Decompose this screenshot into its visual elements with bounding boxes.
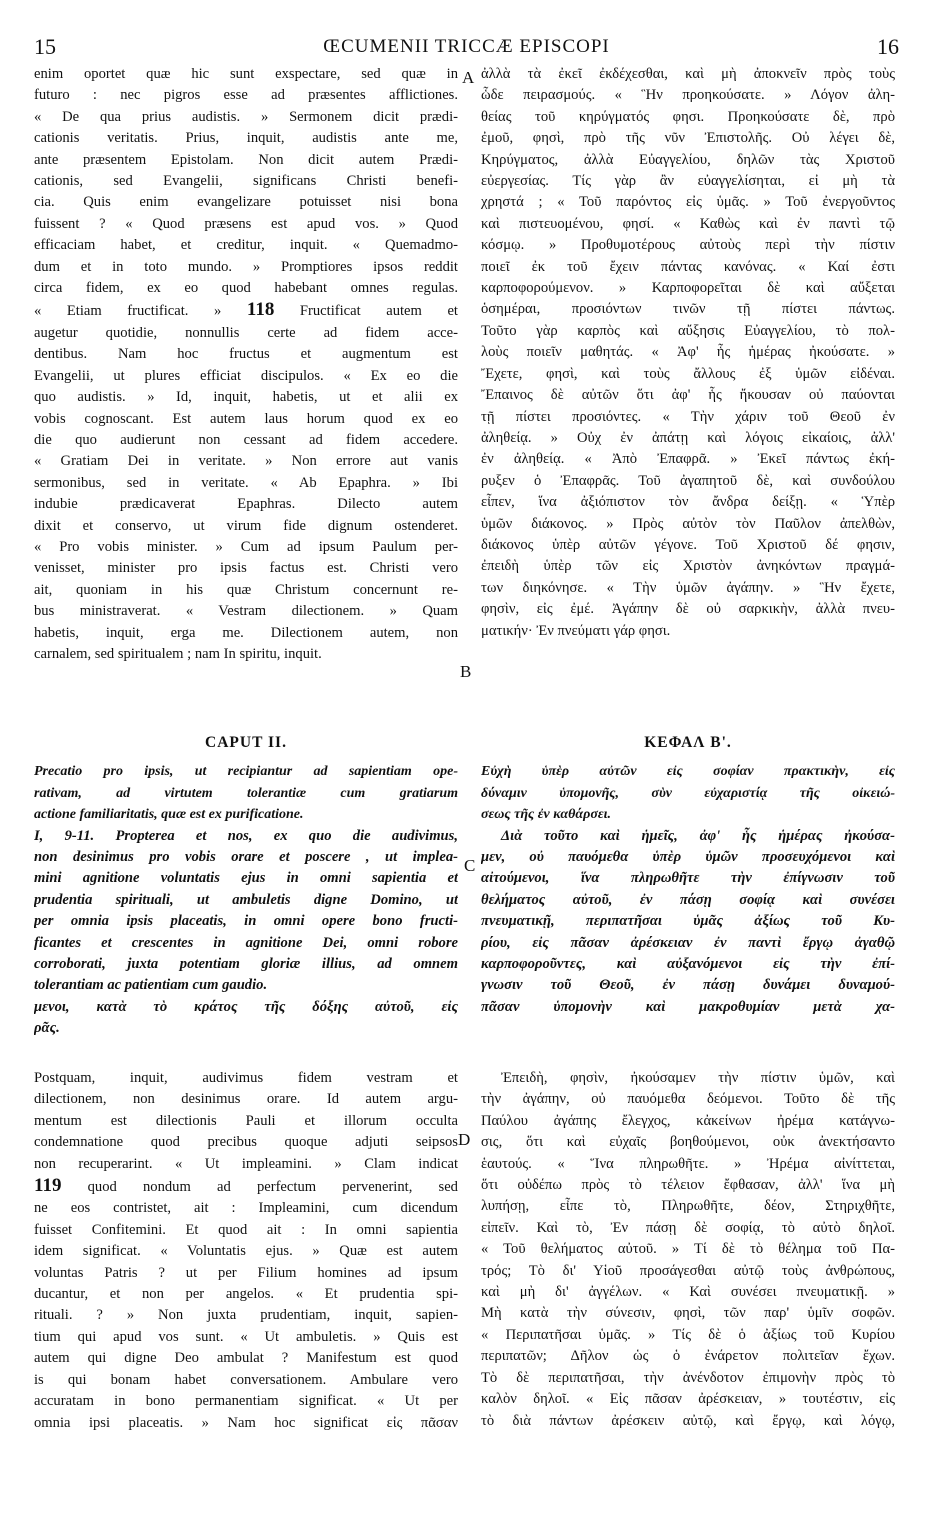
text-line: fuissent ? « Quod præsens est apud vos. » Quod bbox=[34, 215, 458, 232]
text-line: tium qui apud vos sunt. « Ut ambuletis. » Quis est bbox=[34, 1328, 458, 1345]
text-line: Μὴ κατὰ τὴν σύνεσιν, φησὶ, τῶν παρ' ὑμῖν σοφῶν. bbox=[481, 1305, 895, 1322]
text-line: θελήματος αὐτοῦ, ἐν πάσῃ σοφίᾳ καὶ συνέσει bbox=[481, 891, 895, 908]
text-line: ne eos contristet, ait : Impleamini, cum dicendum bbox=[34, 1200, 458, 1217]
text-line: condemnatione quod precibus quoque adjuti seipsos bbox=[34, 1134, 458, 1151]
text-line: dentibus. Nam hoc fructus et augmentum est bbox=[34, 346, 458, 363]
column-number-118: 118 bbox=[246, 299, 275, 321]
text-line: dixit et conservo, ut virum fide dignum ostenderet. bbox=[34, 517, 458, 534]
text-line: « De qua prius audistis. » Sermonem dicit prædi- bbox=[34, 108, 458, 125]
text-line: efficaciam habet, et creditur, inquit. « Quemadmo- bbox=[34, 237, 458, 254]
text-line: is qui bonam habet conversationem. Ambulare vero bbox=[34, 1371, 458, 1388]
latin-column bbox=[34, 64, 458, 665]
text-line: ἐν ἀληθείᾳ. « Ἀπὸ Ἐπαφρᾶ. » Ἐκεῖ πάντως ἐκή- bbox=[481, 451, 895, 468]
text-line: rativam, ad virtutem tolerantiæ cum gratiarum bbox=[34, 785, 458, 801]
text-line: mentum est dilectionis Pauli et illorum occulta bbox=[34, 1112, 458, 1129]
text-line: ρίου, εἰς πᾶσαν ἀρέσκειαν ἐν παντὶ ἔργῳ ἀγαθῷ bbox=[481, 934, 895, 951]
text-line: Κηρύγματος, ἀλλὰ Εὐαγγελίου, δηλῶν τὰς Χριστοῦ bbox=[481, 151, 895, 168]
latin-chapter-section bbox=[34, 732, 458, 1040]
text-line: « Pro vobis minister. » Cum ad ipsum Paulum per- bbox=[34, 538, 458, 555]
text-line: accuratam in bono permanentiam significat. « Ut per bbox=[34, 1393, 458, 1410]
text-line: Evangelii, ut plures efficiat discipulos. « Ex eo die bbox=[34, 367, 458, 384]
text-line: idem significat. « Voluntatis ejus. » Quæ est autem bbox=[34, 1243, 458, 1260]
greek-commentary-block-1 bbox=[481, 64, 895, 642]
text-line: τρός; Τὸ δι' Υἱοῦ προσάγεσθαι αὐτῷ τοὺς ἀνθρώπους, bbox=[481, 1262, 895, 1279]
text-fragment: quod nondum ad perfectum pervenerint, sed bbox=[87, 1179, 458, 1196]
text-line: ait, quoniam in his quæ Christum concernunt re- bbox=[34, 581, 458, 598]
text-line: Precatio pro ipsis, ut recipiantur ad sapientiam ope- bbox=[34, 764, 458, 780]
text-line: γνωσιν τοῦ Θεοῦ, ἐν πάσῃ δυνάμει δυναμού- bbox=[481, 977, 895, 994]
text-line: ἑαυτούς. « Ἵνα πληρωθῆτε. » Ἠρέμα αἰνίττεται, bbox=[481, 1155, 895, 1172]
text-line: Εὐχὴ ὑπὲρ αὐτῶν εἰς σοφίαν πρακτικὴν, εἰς bbox=[481, 764, 895, 780]
text-line: ὑμῶν διάκονος. » Πρὸς αὐτὸν τὸν Παῦλον ἀπελθὼν, bbox=[481, 515, 895, 532]
text-line: ὅτι οὐδέπω πρὸς τὸ τέλειον ἔφθασαν, ἀλλ' ἵνα μὴ bbox=[481, 1177, 895, 1194]
text-line: mini agnitione voluntatis ejus in omni sapientia et bbox=[34, 870, 458, 887]
text-line: Παύλου ἀγάπης ἔλεγχος, κἀκείνων ἠρέμα κατάγνω- bbox=[481, 1112, 895, 1129]
text-line: « Gratiam Dei in veritate. » Non errore aut vanis bbox=[34, 453, 458, 470]
text-line: ducantur, et non per angelos. « Et prudentia spi- bbox=[34, 1286, 458, 1303]
text-line: « Περιπατῆσαι ὑμᾶς. » Τίς δὲ ὁ ἀξίως τοῦ Κυρίου bbox=[481, 1326, 895, 1343]
text-line: ἀλλὰ τὰ ἐκεῖ ἐκδέχεσθαι, καὶ μὴ ἀποκνεῖν πρὸς τοὺς bbox=[481, 66, 895, 82]
text-line: πᾶσαν ὑπομονὴν καὶ μακροθυμίαν μετὰ χα- bbox=[481, 998, 895, 1015]
text-line: τὸ διὰ πάντων ἀρέσκειν αὐτῷ, καὶ ἔργῳ, καὶ λόγῳ, bbox=[481, 1412, 895, 1429]
text-line: Τοῦτο γὰρ καρπὸς καὶ αὔξησις Εὐαγγελίου, τὸ πολ- bbox=[481, 322, 895, 339]
text-line: Ἔπαινος δὲ αὐτῶν ὅτι ἀφ' ἧς ἤκουσαν οὐ παύονται bbox=[481, 387, 895, 404]
text-line: cationis, sed Evangelii, significans Christi benefi- bbox=[34, 173, 458, 190]
text-line: χρηστά ; « Τοῦ παρόντος εἰς ὑμᾶς. » Τοῦ ἐνεργοῦντος bbox=[481, 194, 895, 211]
scripture-verse-greek bbox=[481, 826, 895, 1019]
text-line: λυπήσῃ, εἶπε τὸ, Πληρωθῆτε, δέον, Στηριχθῆτε, bbox=[481, 1198, 895, 1215]
greek-verse-continuation bbox=[34, 997, 458, 1040]
text-line: φησὶν, εἰς ἐμέ. Ἀγάπην δὲ οὐ σαρκικὴν, ἀλλὰ πνευ- bbox=[481, 601, 895, 618]
text-line: cationis veritatis. Prius, inquit, audistis ante me, bbox=[34, 130, 458, 147]
column-number-119: 119 bbox=[34, 1175, 62, 1197]
text-line: indubie prædicaverat Epaphras. Dilecto autem bbox=[34, 496, 458, 513]
text-line: carnalem, sed spiritualem ; nam In spiritu, inquit. bbox=[34, 645, 322, 662]
text-line: « Τοῦ θελήματος αὐτοῦ. » Τί δὲ τὸ θέλημα τοῦ Πα- bbox=[481, 1241, 895, 1258]
text-line: bus ministraverat. « Vestram dilectionem. » Quam bbox=[34, 603, 458, 620]
text-line: venisset, minister pro ipsis factus est. Christi vero bbox=[34, 560, 458, 577]
margin-marker-c: C bbox=[464, 856, 476, 875]
text-line: habetis, inquit, erga me. Dilectionem autem, non bbox=[34, 624, 458, 641]
text-line: αἰτούμενοι, ἵνα πληρωθῆτε τὴν ἐπίγνωσιν τοῦ bbox=[481, 870, 895, 887]
text-line: καρποφοροῦντες, καὶ αὐξανόμενοι εἰς τὴν ἐπί- bbox=[481, 956, 895, 973]
text-line: prudentia spirituali, ut ambuletis digne Domino, ut bbox=[34, 891, 458, 908]
text-line: λοὺς ποιεῖν μαθητάς. « Ἀφ' ἧς ἡμέρας ἠκούσατε. » bbox=[481, 344, 895, 361]
text-line: καὶ πιστευομένου, φησί. « Καθὼς καὶ ἐν παντὶ τῷ bbox=[481, 215, 895, 232]
text-line: μενοι, κατὰ τὸ κράτος τῆς δόξης αὐτοῦ, εἰς bbox=[34, 998, 458, 1015]
text-line: ante præsentem Epistolam. Non dicit autem Prædi- bbox=[34, 151, 458, 168]
text-line: sermonibus, sed in veritate. « Ab Epaphra. » Ibi bbox=[34, 474, 458, 491]
chapter-heading-greek: ΚΕΦΑΛ Β'. bbox=[644, 734, 732, 751]
text-line: Τὸ δὲ περιπατῆσαι, τὴν ἀνένδοτον ἐπιμονὴν πρὸς τὸ bbox=[481, 1369, 895, 1386]
text-line: ρᾶς. bbox=[34, 1020, 60, 1037]
greek-chapter-section bbox=[481, 732, 895, 1018]
text-line: των διηκόνησε. « Τὴν ὑμῶν ἀγάπην. » Ἣν ἔχετε, bbox=[481, 579, 895, 596]
text-line: quo audistis. » Id, inquit, habetis, ut et alii ex bbox=[34, 389, 458, 406]
text-line: autem qui digne Deo ambulat ? Manifestum est quod bbox=[34, 1350, 458, 1367]
scripture-verse-latin bbox=[34, 826, 458, 997]
margin-marker-b: B bbox=[460, 662, 472, 681]
text-line: σις, ὅτι καὶ εὐχαῖς βοηθούμενοι, οὐκ ἀνεκτήσαντο bbox=[481, 1134, 895, 1151]
text-line: εἰπεῖν. Καὶ τὸ, Ἐν πάσῃ δὲ σοφίᾳ, τὸ αὐτὸ δηλοῖ. bbox=[481, 1219, 895, 1236]
text-line: vobis cognoscant. Est autem laus horum quod ex eo bbox=[34, 410, 458, 427]
text-line: καρποφορούμενον. » Καρποφορεῖται δὲ καὶ αὔξεται bbox=[481, 280, 895, 297]
text-line: die quo audierunt non cessant ad fidem accedere. bbox=[34, 431, 458, 448]
running-title: ŒCUMENII TRICCÆ EPISCOPI bbox=[323, 36, 610, 57]
text-line: ποιεῖ ἐκ τοῦ ἔχειν πάντας κανόνας. « Καί ἐστι bbox=[481, 258, 895, 275]
text-line: I, 9-11. Propterea et nos, ex quo die audivimus, bbox=[34, 827, 458, 844]
text-line: ἐπειδὴ ὑπὲρ τῶν εἰς Χριστὸν ἀνηκόντων πραγμά- bbox=[481, 558, 895, 575]
text-line: εὐεργεσίας. Τίς γὰρ ἂν εὐαγγελίσηται, εἰ μὴ τὰ bbox=[481, 173, 895, 190]
text-line-with-page-number bbox=[34, 299, 458, 322]
text-line: actione familiaritatis, quæ est ex purificatione. bbox=[34, 807, 304, 823]
chapter-heading-latin: CAPUT II. bbox=[205, 734, 287, 751]
text-line: θείας τοῦ κηρύγματός φησι. Προηκούσατε δὲ, πρὸ bbox=[481, 108, 895, 125]
text-line: πνευματικῇ, περιπατῆσαι ὑμᾶς ἀξίως τοῦ Κυ- bbox=[481, 913, 895, 930]
text-line: τῇ πίστει προσιόντες. « Τὴν χάριν τοῦ Θεοῦ ἐν bbox=[481, 408, 895, 425]
margin-marker-d: D bbox=[458, 1130, 471, 1149]
right-page-number: 16 bbox=[877, 34, 899, 59]
text-line: Ἐπειδὴ, φησὶν, ἠκούσαμεν τὴν πίστιν ὑμῶν, καὶ bbox=[501, 1070, 895, 1086]
text-line: augetur quotidie, nonnullis certe ad fidem acce- bbox=[34, 324, 458, 341]
text-line: voluntas Patris ? ut per Filium homines ad ipsum bbox=[34, 1264, 458, 1281]
text-line: ἀληθείᾳ. » Οὐχ ἐν ἀπάτῃ καὶ λόγοις εἰκαίοις, ἀλλ' bbox=[481, 429, 895, 446]
greek-column bbox=[481, 64, 895, 642]
text-line: ἐμοῦ, φησὶ, πρὸ τῆς νῦν Ἐπιστολῆς. Οὐ λέγει δὲ, bbox=[481, 130, 895, 147]
page-header bbox=[34, 34, 899, 60]
text-line: σεως τῆς ἐν καθάρσει. bbox=[481, 807, 612, 823]
text-line: Διὰ τοῦτο καὶ ἡμεῖς, ἀφ' ἧς ἡμέρας ἠκούσα- bbox=[501, 827, 895, 844]
text-fragment: « Etiam fructificat. » bbox=[34, 303, 222, 320]
text-line: cia. Quis enim evangelizare potuisset nisi bona bbox=[34, 194, 458, 211]
text-line: εἶπεν, ἵνα ἀξιόπιστον τὸν ἄνδρα δείξῃ. « Ὑπὲρ bbox=[481, 494, 895, 511]
text-line: non desinimus pro vobis orare et poscere , ut implea- bbox=[34, 849, 458, 866]
text-line: tolerantiam ac patientiam cum gaudio. bbox=[34, 977, 268, 994]
left-page-number: 15 bbox=[34, 34, 56, 59]
text-line: ὁσημέραι, προσιόντων τινῶν τῇ πίστει πάντως. bbox=[481, 301, 895, 318]
text-line-with-page-number bbox=[34, 1175, 458, 1198]
text-line: omnia ipsi placeatis. » Nam hoc significat εἰς πᾶσαν bbox=[34, 1414, 458, 1431]
text-line: per omnia ipsis placeatis, in omni opere bono fructi- bbox=[34, 913, 458, 930]
text-line: ficantes et crescentes in agnitione Dei, omni robore bbox=[34, 934, 458, 951]
text-line: τὴν ἀγάπην, οὐ παυόμεθα δεόμενοι. Τοῦτο δὲ τῆς bbox=[481, 1091, 895, 1108]
latin-commentary-block-1 bbox=[34, 64, 458, 665]
text-line: ματικήν· Ἐν πνεύματι γάρ φησι. bbox=[481, 622, 671, 639]
text-line: καλὸν δηλοῖ. « Εἰς πᾶσαν ἀρέσκειαν, » τουτέστιν, εἰς bbox=[481, 1391, 895, 1408]
text-line: περιπατῶν; Δῆλον ὡς ὁ ἐνάρετον πολιτεῖαν ἔχων. bbox=[481, 1348, 895, 1365]
text-line: non recuperarint. « Ut impleamini. » Clam indicat bbox=[34, 1155, 458, 1172]
text-line: κόσμῳ. » Προθυμοτέρους αὐτοὺς περὶ τὴν πίστιν bbox=[481, 237, 895, 254]
text-line: circa fidem, ex eo quod habebant omnes regulas. bbox=[34, 280, 458, 297]
text-line: μεν, οὐ παυόμεθα ὑπὲρ ὑμῶν προσευχόμενοι καὶ bbox=[481, 849, 895, 866]
greek-commentary-block-2 bbox=[481, 1068, 895, 1432]
text-line: ὧδε πειρασμούς. « Ἣν προηκούσατε. » Λόγον ἀλη- bbox=[481, 87, 895, 104]
text-line: enim oportet quæ hic sunt exspectare, sed quæ in bbox=[34, 66, 458, 82]
latin-commentary-block-2 bbox=[34, 1068, 458, 1434]
text-line: corroborati, juxta potentiam gloriæ illius, ad omnem bbox=[34, 956, 458, 973]
text-line: futuro : nec pigros esse ad præsentes afflictiones. bbox=[34, 87, 458, 104]
text-line: Postquam, inquit, audivimus fidem vestram et bbox=[34, 1070, 458, 1086]
text-line: dum et in toto mundo. » Promptiores ipsos reddit bbox=[34, 258, 458, 275]
text-line: Ἔχετε, φησὶ, καὶ τοὺς ἄλλους ἐξ ὑμῶν εἰδέναι. bbox=[481, 365, 895, 382]
margin-marker-a: A bbox=[462, 68, 475, 87]
text-line: ρυξεν ὁ Ἐπαφρᾶς. Τοῦ ἀγαπητοῦ δὲ, καὶ συνδούλου bbox=[481, 472, 895, 489]
text-fragment: Fructificat autem et bbox=[299, 303, 458, 320]
text-line: rituali. ? » Non juxta prudentiam, inquit, sapien- bbox=[34, 1307, 458, 1324]
text-line: fuisset Confitemini. Et quod ait : In omni sapientia bbox=[34, 1221, 458, 1238]
text-line: δύναμιν ὑπομονῆς, σὺν εὐχαριστίᾳ τῆς οἰκειώ- bbox=[481, 785, 895, 801]
text-line: διάκονος ὑπὲρ αὐτῶν γέγονε. Τοῦ Χριστοῦ δέ φησιν, bbox=[481, 536, 895, 553]
chapter-summary-greek bbox=[481, 761, 895, 825]
text-line: dilectionem, non desinimus orare. Id autem argu- bbox=[34, 1091, 458, 1108]
text-line: καὶ μὴ δι' ἀγγέλων. « Καὶ συνέσει πνευματικῇ. » bbox=[481, 1284, 895, 1301]
chapter-summary-latin bbox=[34, 761, 458, 825]
